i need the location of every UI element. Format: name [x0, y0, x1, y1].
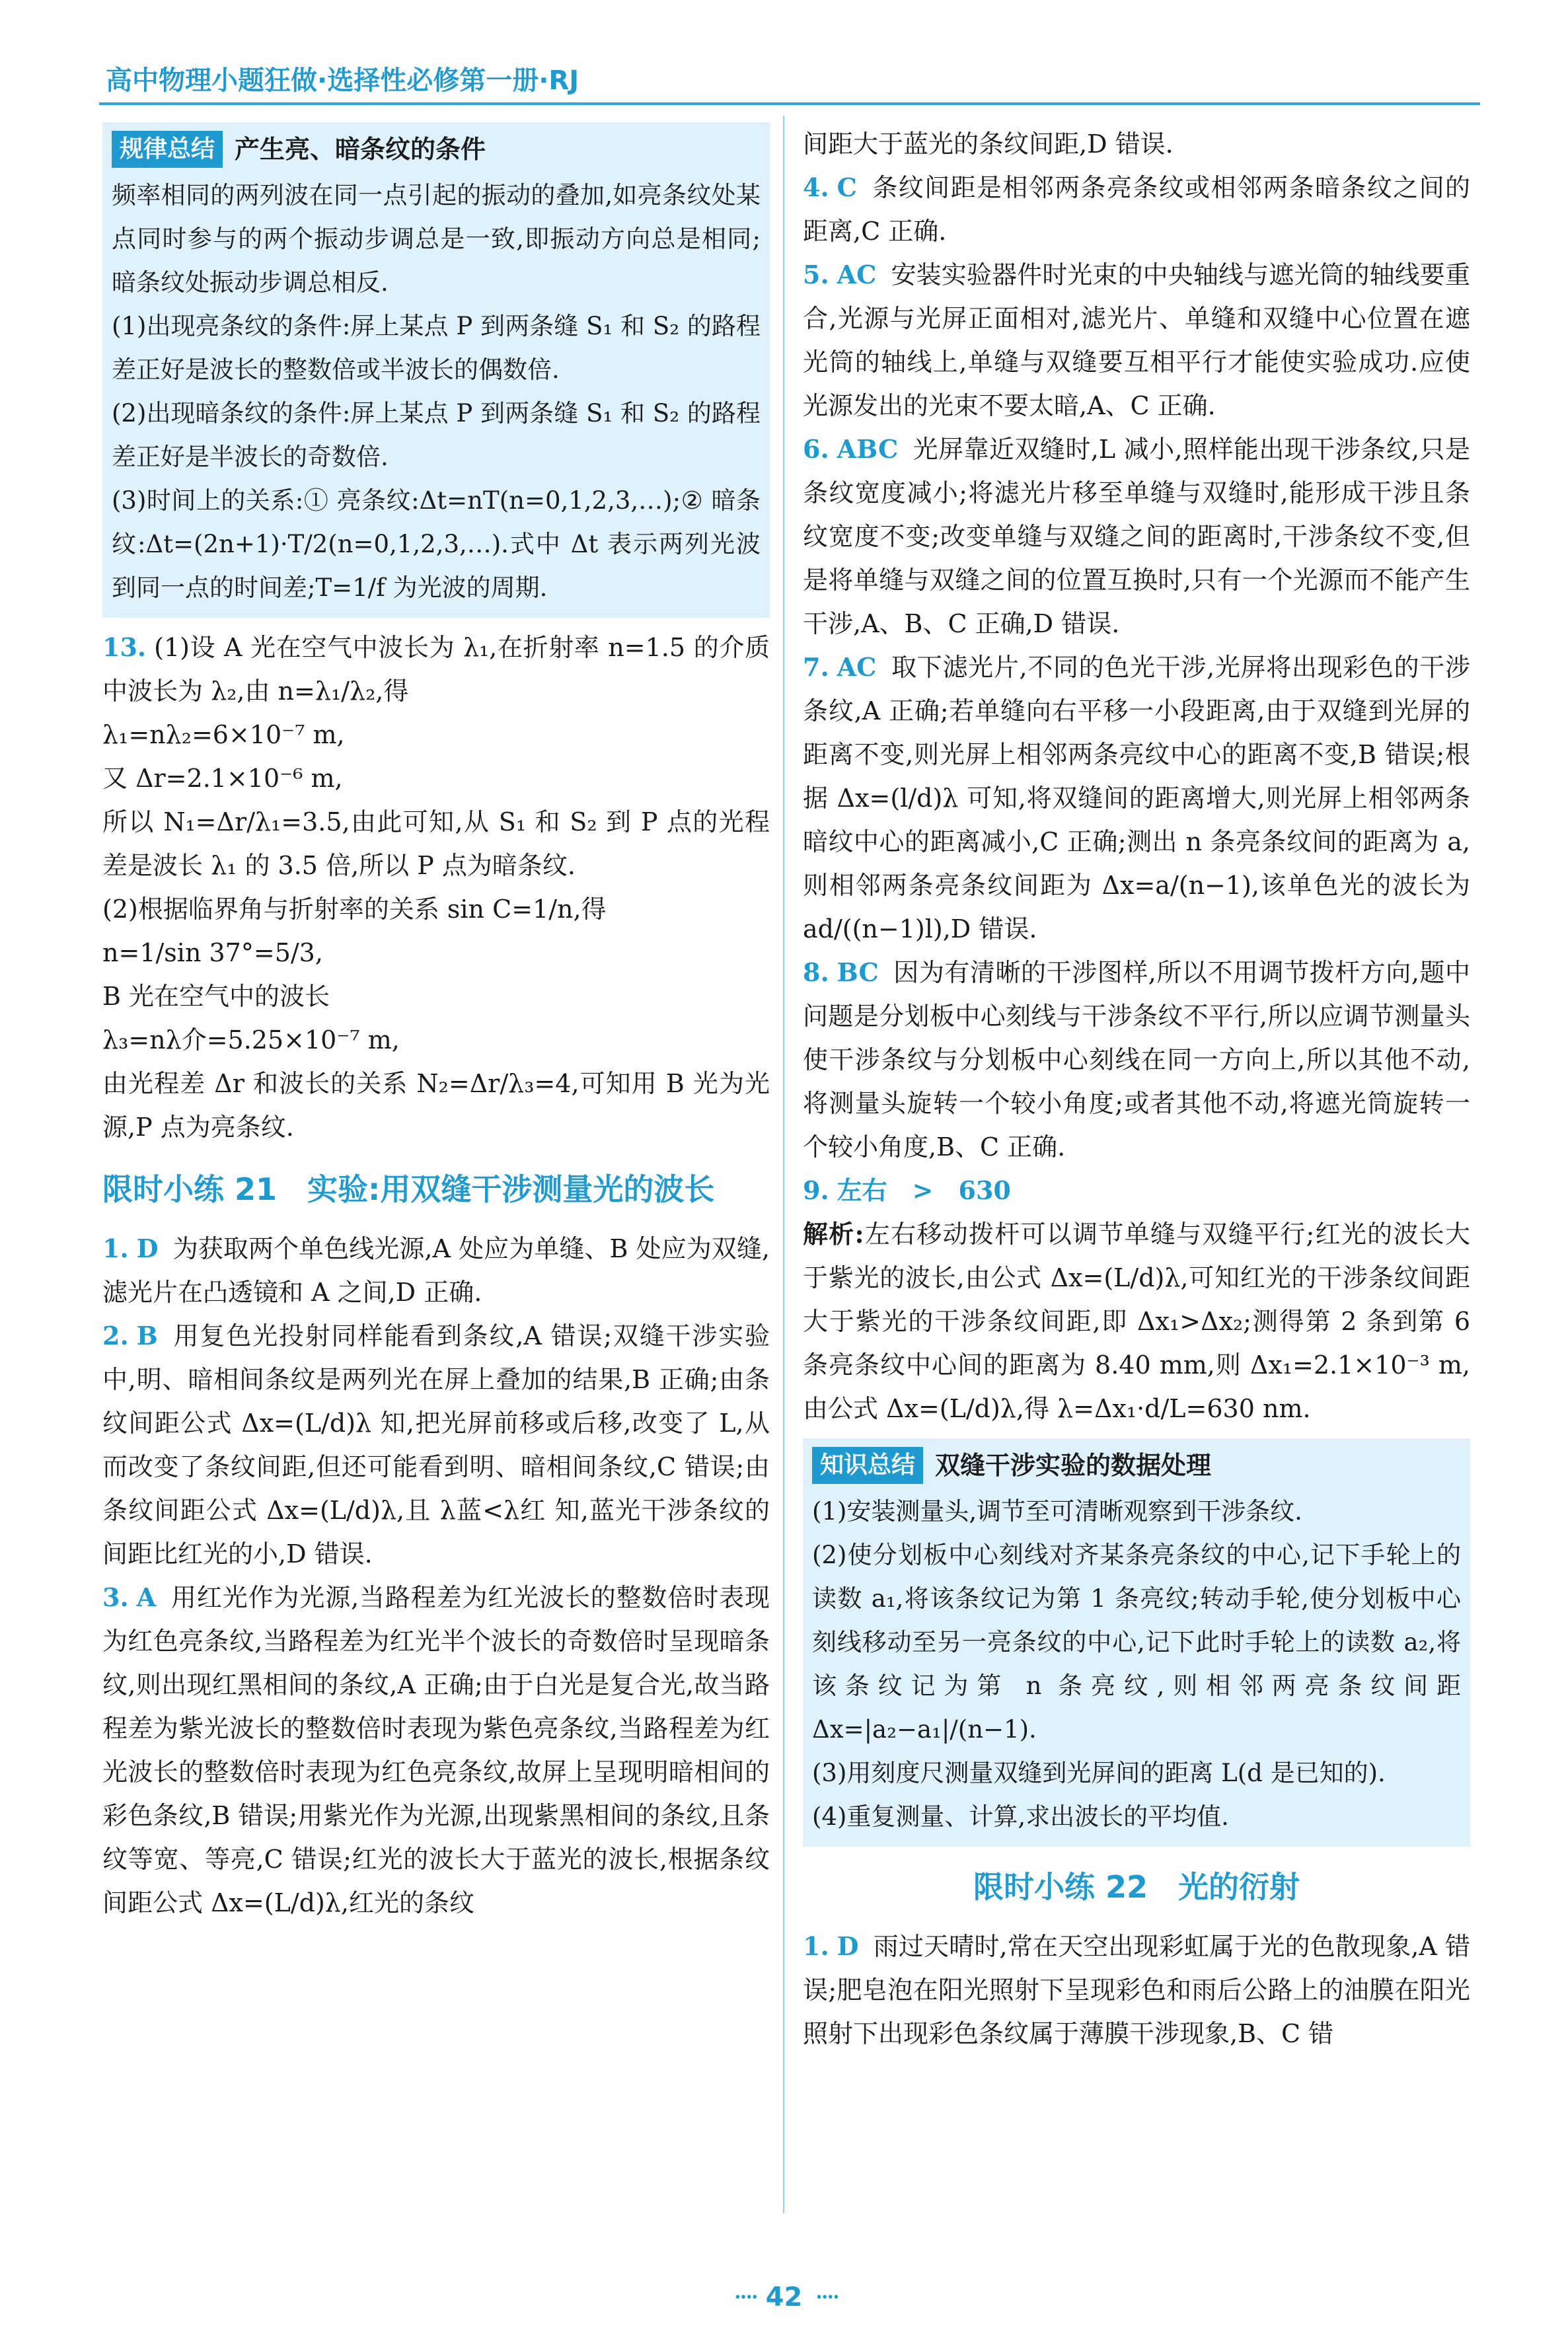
q13-line: n=1/sin 37°=5/3, [102, 938, 323, 967]
analysis [803, 1212, 1470, 1430]
answer-item [102, 1576, 770, 1925]
q13-line: B 光在空气中的波长 [102, 982, 330, 1011]
answer-choice: BC [837, 957, 879, 987]
summary-line: (1)出现亮条纹的条件:屏上某点 P 到两条缝 S₁ 和 S₂ 的路程差正好是波长的整数倍或半波长的偶数倍. [112, 312, 761, 384]
summary-tag: 规律总结 [112, 131, 223, 168]
answer-item [803, 253, 1470, 427]
answer-choice: A [136, 1582, 157, 1612]
answer-item [102, 1227, 770, 1314]
q13-line: λ₃=nλ介=5.25×10⁻⁷ m, [102, 1025, 400, 1054]
answer-number: 7. [803, 652, 829, 682]
q13-line: 又 Δr=2.1×10⁻⁶ m, [102, 764, 343, 793]
answer-text: 取下滤光片,不同的色光干涉,光屏将出现彩色的干涉条纹,A 正确;若单缝向右平移一小段距离,由于双缝到光屏的距离不变,则光屏上相邻两条亮纹中心的距离不变,B 错误;根据 Δx=(l/d)λ 可知,将双缝间的距离增大,则光屏上相邻两条暗纹中心的距离减小,C 正确;测出 n 条亮条纹间的距离为 a,则相邻两条亮条纹间距为 Δx=a/(n−1),该单色光的波长为 ad/((n−1)l),D 错误. [803, 653, 1470, 943]
answer-item [102, 1314, 770, 1576]
q13-text: (1)设 A 光在空气中波长为 λ₁,在折射率 n=1.5 的介质中波长为 λ₂,由 n=λ₁/λ₂,得 [102, 633, 770, 706]
knowledge-box-head [812, 1444, 1461, 1487]
section-21-title: 限时小练 21 实验:用双缝干涉测量光的波长 [102, 1171, 715, 1207]
knowledge-tag: 知识总结 [812, 1447, 923, 1484]
answer-text: 条纹间距是相邻两条亮条纹或相邻两条暗条纹之间的距离,C 正确. [803, 173, 1470, 246]
answer-number: 1. [102, 1234, 129, 1263]
answer-choice: B [136, 1321, 158, 1350]
knowledge-line: (2)使分划板中心刻线对齐某条亮条纹的中心,记下手轮上的读数 a₁,将该条纹记为第 1 条亮纹;转动手轮,使分划板中心刻线移动至另一亮条纹的中心,记下此时手轮上的读数 a₂,将该条纹记为第 n 条亮纹,则相邻两亮条纹间距 Δx=|a₂−a₁|/(n−1). [812, 1541, 1461, 1744]
header-rule [99, 102, 1480, 105]
summary-box [102, 122, 770, 618]
footer-ornament-left: ᠁ [730, 2285, 757, 2312]
knowledge-box [803, 1438, 1470, 1847]
answer-choice: AC [837, 260, 877, 289]
answer-text: 雨过天晴时,常在天空出现彩虹属于光的色散现象,A 错误;肥皂泡在阳光照射下呈现彩色和雨后公路上的油膜在阳光照射下出现彩色条纹属于薄膜干涉现象,B、C 错 [803, 1932, 1470, 2048]
summary-box-head [112, 128, 761, 171]
summary-line: (2)出现暗条纹的条件:屏上某点 P 到两条缝 S₁ 和 S₂ 的路程差正好是半波长的奇数倍. [112, 399, 761, 471]
page-number: 42 [765, 2282, 803, 2312]
answer-number: 6. [803, 434, 829, 464]
knowledge-title: 双缝干涉实验的数据处理 [935, 1451, 1212, 1480]
answer-number: 9. [803, 1175, 829, 1205]
q13-first-line [102, 626, 770, 713]
answer-number: 8. [803, 957, 829, 987]
running-header: 高中物理小题狂做·选择性必修第一册·RJ [106, 65, 579, 96]
answer-number: 1. [803, 1931, 829, 1961]
right-column [803, 122, 1470, 2055]
q13-number: 13. [102, 632, 147, 662]
answer-number: 4. [803, 172, 829, 202]
summary-title: 产生亮、暗条纹的条件 [235, 135, 486, 164]
knowledge-line: (1)安装测量头,调节至可清晰观察到干涉条纹. [812, 1497, 1302, 1526]
column-divider [783, 116, 784, 2213]
answer-choice: ABC [837, 434, 899, 464]
q13-line: (2)根据临界角与折射率的关系 sin C=1/n,得 [102, 895, 607, 924]
answer-choice: D [837, 1931, 859, 1961]
answer-number: 5. [803, 260, 829, 289]
knowledge-line: (4)重复测量、计算,求出波长的平均值. [812, 1802, 1229, 1831]
answer-item [803, 1925, 1470, 2055]
knowledge-line: (3)用刻度尺测量双缝到光屏间的距离 L(d 是已知的). [812, 1759, 1386, 1787]
answer-choice: C [837, 172, 857, 202]
q13-line: 由光程差 Δr 和波长的关系 N₂=Δr/λ₃=4,可知用 B 光为光源,P 点为亮条纹. [102, 1069, 770, 1142]
answer-item [803, 1169, 1470, 1212]
answer-text: 光屏靠近双缝时,L 减小,照样能出现干涉条纹,只是条纹宽度减小;将滤光片移至单缝与双缝时,能形成干涉且条纹宽度不变;改变单缝与双缝之间的距离时,干涉条纹不变,但是将单缝与双缝之间的位置互换时,只有一个光源而不能产生干涉,A、B、C 正确,D 错误. [803, 435, 1470, 638]
answer-text: 因为有清晰的干涉图样,所以不用调节拨杆方向,题中问题是分划板中心刻线与干涉条纹不平行,所以应调节测量头使干涉条纹与分划板中心刻线在同一方向上,所以其他不动,将测量头旋转一个较小角度;或者其他不动,将遮光筒旋转一个较小角度,B、C 正确. [803, 958, 1470, 1162]
answer-number: 3. [102, 1582, 129, 1612]
q13-line: 所以 N₁=Δr/λ₁=3.5,由此可知,从 S₁ 和 S₂ 到 P 点的光程差是波长 λ₁ 的 3.5 倍,所以 P 点为暗条纹. [102, 807, 770, 880]
continuation-text: 间距大于蓝光的条纹间距,D 错误. [803, 129, 1174, 159]
summary-line: 频率相同的两列波在同一点引起的振动的叠加,如亮条纹处某点同时参与的两个振动步调总是一致,即振动方向总是相同;暗条纹处振动步调总相反. [112, 181, 761, 297]
answer-item [803, 646, 1470, 951]
answer-choice: D [136, 1234, 159, 1263]
answer-text: 为获取两个单色线光源,A 处应为单缝、B 处应为双缝,滤光片在凸透镜和 A 之间,D 正确. [102, 1234, 770, 1307]
answer-text: 用红光作为光源,当路程差为红光波长的整数倍时表现为红色亮条纹,当路程差为红光半个波长的奇数倍时呈现暗条纹,则出现红黑相间的条纹,A 正确;由于白光是复合光,故当路程差为紫光波长的整数倍时表现为紫色亮条纹,当路程差为红光波长的整数倍时表现为红色亮条纹,故屏上呈现明暗相间的彩色条纹,B 错误;用紫光作为光源,出现紫黑相间的条纹,且条纹等宽、等亮,C 错误;红光的波长大于蓝光的波长,根据条纹间距公式 Δx=(L/d)λ,红光的条纹 [102, 1583, 770, 1917]
left-column [102, 122, 770, 1925]
page-footer [0, 2273, 1568, 2312]
analysis-label: 解析: [803, 1219, 864, 1249]
answer-text: 安装实验器件时光束的中央轴线与遮光筒的轴线要重合,光源与光屏正面相对,滤光片、单缝和双缝中心位置在遮光筒的轴线上,单缝与双缝要互相平行才能使实验成功.应使光源发出的光束不要太暗,A、C 正确. [803, 260, 1470, 420]
answer-text: 用复色光投射同样能看到条纹,A 错误;双缝干涉实验中,明、暗相间条纹是两列光在屏上叠加的结果,B 正确;由条纹间距公式 Δx=(L/d)λ 知,把光屏前移或后移,改变了 L,从而改变了条纹间距,但还可能看到明、暗相间条纹,C 错误;由条纹间距公式 Δx=(L/d)λ,且 λ蓝<λ红 知,蓝光干涉条纹的间距比红光的小,D 错误. [102, 1321, 770, 1568]
answer-number: 2. [102, 1321, 129, 1350]
analysis-text: 左右移动拨杆可以调节单缝与双缝平行;红光的波长大于紫光的波长,由公式 Δx=(L/d)λ,可知红光的干涉条纹间距大于紫光的干涉条纹间距,即 Δx₁>Δx₂;测得第 2 条到第 6 条亮条纹中心间的距离为 8.40 mm,则 Δx₁=2.1×10⁻³ m,由公式 Δx=(L/d)λ,得 λ=Δx₁·d/L=630 nm. [803, 1220, 1470, 1423]
answer-choice: 左右 > 630 [837, 1175, 1011, 1205]
summary-line: (3)时间上的关系:① 亮条纹:Δt=nT(n=0,1,2,3,…);② 暗条纹:Δt=(2n+1)·T/2(n=0,1,2,3,…).式中 Δt 表示两列光波到同一点的时间差;T=1/f 为光波的周期. [112, 486, 761, 602]
footer-ornament-right: ᠁ [811, 2285, 838, 2312]
answer-item [803, 166, 1470, 253]
answer-item [803, 951, 1470, 1169]
section-22-title: 限时小练 22 光的衍射 [973, 1869, 1300, 1905]
answer-choice: AC [837, 652, 877, 682]
q13-line: λ₁=nλ₂=6×10⁻⁷ m, [102, 720, 345, 749]
answer-item [803, 427, 1470, 646]
